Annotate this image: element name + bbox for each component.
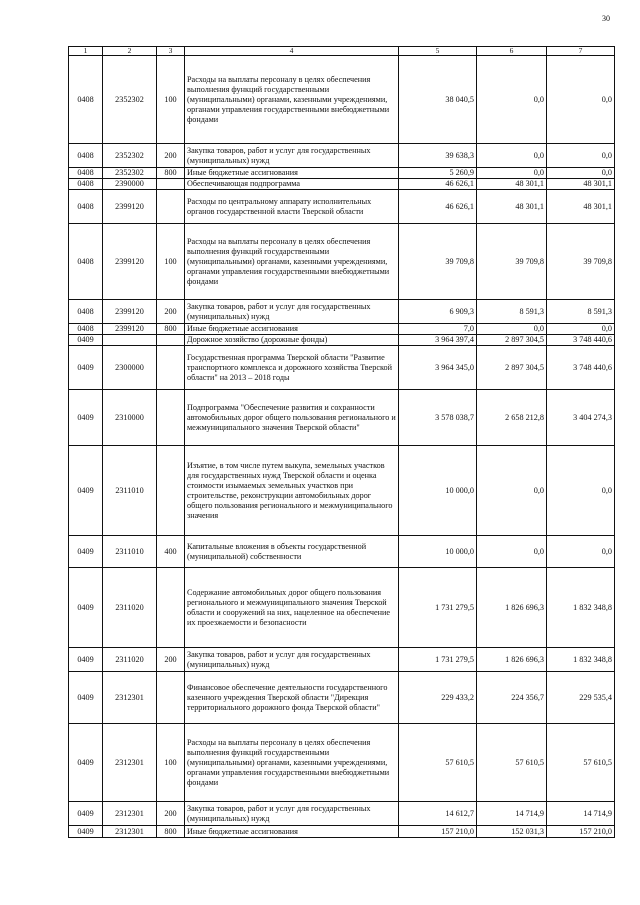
target-code: 2352302 — [103, 168, 157, 179]
table-row — [69, 826, 615, 838]
amount-3: 0,0 — [547, 324, 615, 335]
expense-kind-code — [157, 335, 185, 346]
amount-2: 152 031,3 — [477, 826, 547, 838]
expense-kind-code: 800 — [157, 826, 185, 838]
expense-kind-code — [157, 179, 185, 190]
table-row — [69, 672, 615, 724]
section-code: 0409 — [69, 536, 103, 568]
amount-3: 48 301,1 — [547, 190, 615, 224]
amount-1: 39 709,8 — [399, 224, 477, 300]
table-row — [69, 724, 615, 802]
amount-3: 3 404 274,3 — [547, 390, 615, 446]
expense-kind-code — [157, 390, 185, 446]
table-row — [69, 179, 615, 190]
amount-2: 14 714,9 — [477, 802, 547, 826]
expense-kind-code: 200 — [157, 648, 185, 672]
amount-3: 3 748 440,6 — [547, 335, 615, 346]
amount-3: 157 210,0 — [547, 826, 615, 838]
amount-2: 1 826 696,3 — [477, 648, 547, 672]
column-number: 3 — [157, 47, 185, 56]
table-row — [69, 446, 615, 536]
expense-kind-code: 100 — [157, 56, 185, 144]
section-code: 0408 — [69, 179, 103, 190]
item-name: Закупка товаров, работ и услуг для государственных (муниципальных) нужд — [185, 802, 399, 826]
item-name: Содержание автомобильных дорог общего пользования регионального и межмуниципального значения Тверской области и сооружений на них, нацеленное на обеспечение их проезжаемости и безопасности — [185, 568, 399, 648]
item-name: Закупка товаров, работ и услуг для государственных (муниципальных) нужд — [185, 648, 399, 672]
target-code: 2312301 — [103, 672, 157, 724]
amount-3: 0,0 — [547, 144, 615, 168]
expense-kind-code: 200 — [157, 802, 185, 826]
column-number: 2 — [103, 47, 157, 56]
amount-2: 57 610,5 — [477, 724, 547, 802]
table-row — [69, 190, 615, 224]
section-code: 0409 — [69, 446, 103, 536]
section-code: 0409 — [69, 346, 103, 390]
target-code: 2300000 — [103, 346, 157, 390]
expense-kind-code — [157, 190, 185, 224]
table-row — [69, 648, 615, 672]
expense-kind-code: 400 — [157, 536, 185, 568]
item-name: Иные бюджетные ассигнования — [185, 324, 399, 335]
amount-1: 46 626,1 — [399, 190, 477, 224]
amount-3: 1 832 348,8 — [547, 568, 615, 648]
target-code: 2352302 — [103, 56, 157, 144]
item-name: Иные бюджетные ассигнования — [185, 168, 399, 179]
column-number: 7 — [547, 47, 615, 56]
column-number: 1 — [69, 47, 103, 56]
section-code: 0409 — [69, 568, 103, 648]
item-name: Подпрограмма "Обеспечение развития и сохранности автомобильных дорог общего пользования регионального и межмуниципального значения Тверской области" — [185, 390, 399, 446]
amount-1: 39 638,3 — [399, 144, 477, 168]
table-row — [69, 300, 615, 324]
section-code: 0408 — [69, 190, 103, 224]
amount-2: 2 897 304,5 — [477, 346, 547, 390]
target-code: 2310000 — [103, 390, 157, 446]
amount-2: 48 301,1 — [477, 179, 547, 190]
table-row — [69, 144, 615, 168]
budget-table — [68, 46, 615, 838]
amount-2: 2 658 212,8 — [477, 390, 547, 446]
table-row — [69, 390, 615, 446]
item-name: Государственная программа Тверской области "Развитие транспортного комплекса и дорожного хозяйства Тверской области" на 2013 – 2018 годы — [185, 346, 399, 390]
amount-1: 14 612,7 — [399, 802, 477, 826]
amount-3: 0,0 — [547, 56, 615, 144]
expense-kind-code — [157, 568, 185, 648]
section-code: 0409 — [69, 390, 103, 446]
target-code: 2399120 — [103, 190, 157, 224]
expense-kind-code — [157, 446, 185, 536]
target-code: 2312301 — [103, 826, 157, 838]
item-name: Изъятие, в том числе путем выкупа, земельных участков для государственных нужд Тверской области и оценка стоимости изымаемых земельных участков при строительстве, реконструкции автомобильных дорог общего пользования регионального и межмуниципального значения — [185, 446, 399, 536]
expense-kind-code: 100 — [157, 724, 185, 802]
item-name: Иные бюджетные ассигнования — [185, 826, 399, 838]
expense-kind-code: 100 — [157, 224, 185, 300]
target-code: 2352302 — [103, 144, 157, 168]
amount-2: 2 897 304,5 — [477, 335, 547, 346]
amount-2: 0,0 — [477, 536, 547, 568]
amount-1: 229 433,2 — [399, 672, 477, 724]
amount-3: 8 591,3 — [547, 300, 615, 324]
amount-1: 46 626,1 — [399, 179, 477, 190]
amount-2: 224 356,7 — [477, 672, 547, 724]
section-code: 0408 — [69, 324, 103, 335]
section-code: 0409 — [69, 335, 103, 346]
amount-3: 0,0 — [547, 168, 615, 179]
section-code: 0408 — [69, 56, 103, 144]
item-name: Финансовое обеспечение деятельности государственного казенного учреждения Тверской области "Дирекция территориального дорожного фонда Тверской области" — [185, 672, 399, 724]
table-row — [69, 324, 615, 335]
item-name: Капитальные вложения в объекты государственной (муниципальной) собственности — [185, 536, 399, 568]
table-row — [69, 335, 615, 346]
item-name: Расходы на выплаты персоналу в целях обеспечения выполнения функций государственными (муниципальными) органами, казенными учреждениями, органами управления государственными внебюджетными фондами — [185, 224, 399, 300]
item-name: Расходы на выплаты персоналу в целях обеспечения выполнения функций государственными (муниципальными) органами, казенными учреждениями, органами управления государственными внебюджетными фондами — [185, 724, 399, 802]
target-code: 2312301 — [103, 724, 157, 802]
item-name: Закупка товаров, работ и услуг для государственных (муниципальных) нужд — [185, 144, 399, 168]
amount-2: 1 826 696,3 — [477, 568, 547, 648]
section-code: 0408 — [69, 224, 103, 300]
table-row — [69, 224, 615, 300]
target-code: 2390000 — [103, 179, 157, 190]
section-code: 0409 — [69, 648, 103, 672]
item-name: Дорожное хозяйство (дорожные фонды) — [185, 335, 399, 346]
table-row — [69, 536, 615, 568]
item-name: Расходы на выплаты персоналу в целях обеспечения выполнения функций государственными (муниципальными) органами, казенными учреждениями, органами управления государственными внебюджетными фондами — [185, 56, 399, 144]
target-code: 2312301 — [103, 802, 157, 826]
amount-2: 39 709,8 — [477, 224, 547, 300]
amount-2: 0,0 — [477, 168, 547, 179]
amount-3: 0,0 — [547, 446, 615, 536]
table-row — [69, 802, 615, 826]
column-number: 4 — [185, 47, 399, 56]
target-code: 2311010 — [103, 446, 157, 536]
column-number: 6 — [477, 47, 547, 56]
target-code: 2399120 — [103, 300, 157, 324]
section-code: 0408 — [69, 144, 103, 168]
target-code: 2311010 — [103, 536, 157, 568]
amount-2: 0,0 — [477, 446, 547, 536]
target-code: 2399120 — [103, 224, 157, 300]
amount-1: 10 000,0 — [399, 536, 477, 568]
expense-kind-code: 200 — [157, 300, 185, 324]
amount-3: 48 301,1 — [547, 179, 615, 190]
section-code: 0408 — [69, 300, 103, 324]
amount-2: 0,0 — [477, 144, 547, 168]
target-code: 2311020 — [103, 568, 157, 648]
amount-1: 3 578 038,7 — [399, 390, 477, 446]
amount-1: 157 210,0 — [399, 826, 477, 838]
column-number: 5 — [399, 47, 477, 56]
amount-3: 229 535,4 — [547, 672, 615, 724]
amount-1: 6 909,3 — [399, 300, 477, 324]
amount-2: 48 301,1 — [477, 190, 547, 224]
amount-3: 39 709,8 — [547, 224, 615, 300]
amount-3: 3 748 440,6 — [547, 346, 615, 390]
amount-2: 8 591,3 — [477, 300, 547, 324]
section-code: 0408 — [69, 168, 103, 179]
amount-1: 10 000,0 — [399, 446, 477, 536]
item-name: Расходы по центральному аппарату исполнительных органов государственной власти Тверской области — [185, 190, 399, 224]
column-number-row — [69, 47, 615, 56]
amount-3: 14 714,9 — [547, 802, 615, 826]
table-row — [69, 346, 615, 390]
amount-1: 38 040,5 — [399, 56, 477, 144]
amount-3: 0,0 — [547, 536, 615, 568]
section-code: 0409 — [69, 802, 103, 826]
amount-1: 3 964 397,4 — [399, 335, 477, 346]
amount-1: 5 260,9 — [399, 168, 477, 179]
section-code: 0409 — [69, 724, 103, 802]
expense-kind-code — [157, 346, 185, 390]
amount-2: 0,0 — [477, 56, 547, 144]
amount-1: 3 964 345,0 — [399, 346, 477, 390]
expense-kind-code: 200 — [157, 144, 185, 168]
target-code: 2399120 — [103, 324, 157, 335]
section-code: 0409 — [69, 672, 103, 724]
item-name: Закупка товаров, работ и услуг для государственных (муниципальных) нужд — [185, 300, 399, 324]
section-code: 0409 — [69, 826, 103, 838]
amount-1: 1 731 279,5 — [399, 648, 477, 672]
amount-3: 57 610,5 — [547, 724, 615, 802]
item-name: Обеспечивающая подпрограмма — [185, 179, 399, 190]
amount-1: 57 610,5 — [399, 724, 477, 802]
target-code: 2311020 — [103, 648, 157, 672]
expense-kind-code: 800 — [157, 168, 185, 179]
expense-kind-code: 800 — [157, 324, 185, 335]
table-row — [69, 168, 615, 179]
amount-2: 0,0 — [477, 324, 547, 335]
page-number: 30 — [602, 14, 610, 23]
target-code — [103, 335, 157, 346]
amount-1: 7,0 — [399, 324, 477, 335]
table-row — [69, 56, 615, 144]
amount-3: 1 832 348,8 — [547, 648, 615, 672]
table-row — [69, 568, 615, 648]
expense-kind-code — [157, 672, 185, 724]
amount-1: 1 731 279,5 — [399, 568, 477, 648]
